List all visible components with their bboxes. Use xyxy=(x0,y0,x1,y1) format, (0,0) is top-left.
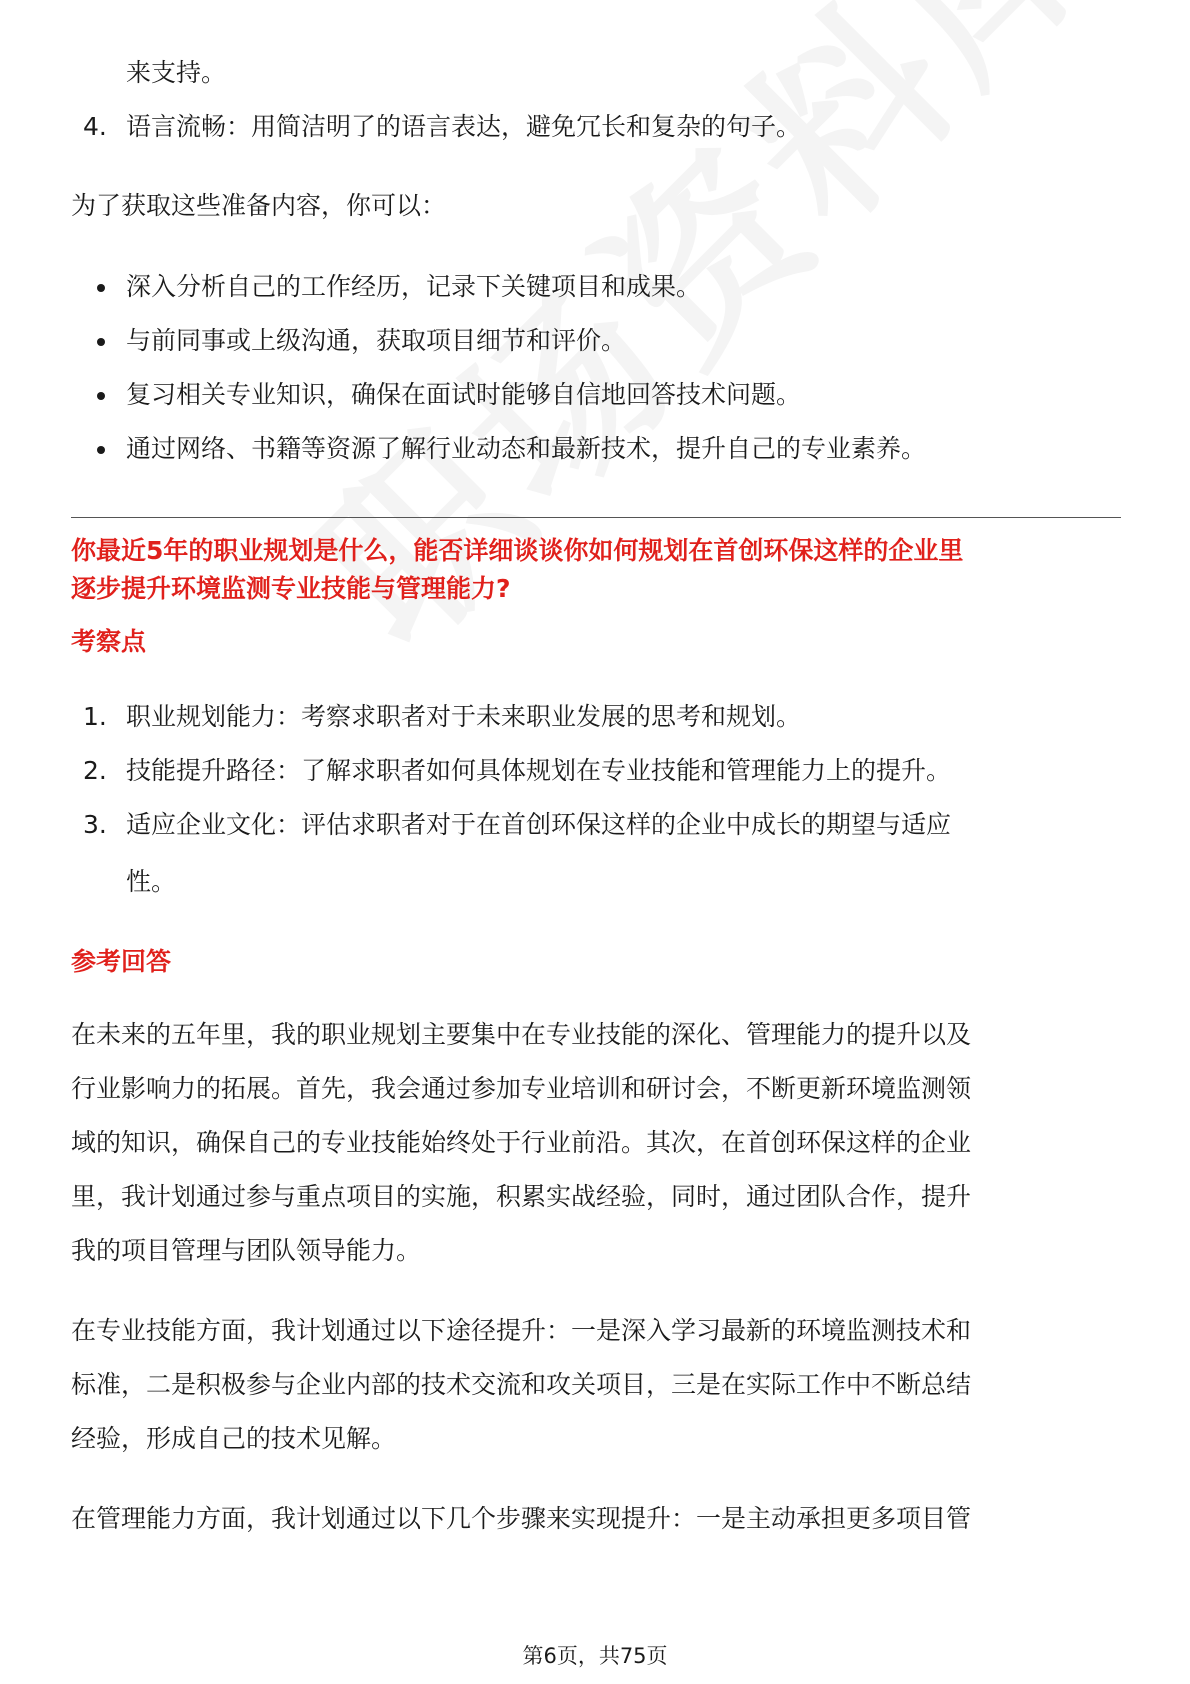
list-continuation: 来支持。 xyxy=(126,58,227,87)
bullet-icon xyxy=(97,284,105,292)
list-item xyxy=(71,742,1121,799)
list-number: 2. xyxy=(83,756,107,785)
assessment-heading: 考察点 xyxy=(71,627,147,656)
prep-bullet-list xyxy=(71,258,1121,477)
list-item-text: 深入分析自己的工作经历，记录下关键项目和成果。 xyxy=(126,272,702,301)
list-item-text: 适应企业文化：评估求职者对于在首创环保这样的企业中成长的期望与适应 xyxy=(126,810,952,839)
prep-intro: 为了获取这些准备内容，你可以： xyxy=(71,191,447,220)
list-item-text-cont: 性。 xyxy=(126,867,177,896)
list-item-text: 与前同事或上级沟通，获取项目细节和评价。 xyxy=(126,326,627,355)
answer-paragraph-1 xyxy=(71,1008,1121,1278)
paragraph-line: 在未来的五年里，我的职业规划主要集中在专业技能的深化、管理能力的提升以及 xyxy=(71,1020,972,1049)
list-item xyxy=(71,312,1121,369)
bullet-icon xyxy=(97,392,105,400)
paragraph-line: 在管理能力方面，我计划通过以下几个步骤来实现提升：一是主动承担更多项目管 xyxy=(71,1504,972,1533)
list-item xyxy=(71,688,1121,745)
answer-paragraph-2 xyxy=(71,1304,1121,1466)
list-item-text: 职业规划能力：考察求职者对于未来职业发展的思考和规划。 xyxy=(126,702,802,731)
list-number: 4. xyxy=(83,112,107,141)
list-item-text: 技能提升路径：了解求职者如何具体规划在专业技能和管理能力上的提升。 xyxy=(126,756,952,785)
bullet-icon xyxy=(97,446,105,454)
paragraph-line: 行业影响力的拓展。首先，我会通过参加专业培训和研讨会，不断更新环境监测领 xyxy=(71,1074,972,1103)
paragraph-line: 我的项目管理与团队领导能力。 xyxy=(71,1236,422,1265)
list-item xyxy=(71,258,1121,315)
paragraph-line: 经验，形成自己的技术见解。 xyxy=(71,1424,397,1453)
list-item-text: 语言流畅：用简洁明了的语言表达，避免冗长和复杂的句子。 xyxy=(126,112,802,141)
list-item xyxy=(71,420,1121,477)
list-item xyxy=(71,366,1121,423)
paragraph-line: 标准，二是积极参与企业内部的技术交流和攻关项目，三是在实际工作中不断总结 xyxy=(71,1370,972,1399)
assessment-list xyxy=(71,688,1121,910)
list-item-4 xyxy=(71,98,1121,155)
paragraph-line: 域的知识，确保自己的专业技能始终处于行业前沿。其次，在首创环保这样的企业 xyxy=(71,1128,972,1157)
list-number: 1. xyxy=(83,702,107,731)
paragraph-line: 里，我计划通过参与重点项目的实施，积累实战经验，同时，通过团队合作，提升 xyxy=(71,1182,972,1211)
section-divider xyxy=(71,517,1121,518)
answer-paragraph-3 xyxy=(71,1492,1121,1546)
bullet-icon xyxy=(97,338,105,346)
page-content xyxy=(71,50,1121,1546)
list-number: 3. xyxy=(83,810,107,839)
page-number-footer: 第6页，共75页 xyxy=(522,1644,668,1668)
answer-heading: 参考回答 xyxy=(71,947,172,976)
question-title-line2: 逐步提升环境监测专业技能与管理能力? xyxy=(71,574,511,603)
list-item xyxy=(71,796,1121,910)
question-title-line1: 你最近5年的职业规划是什么，能否详细谈谈你如何规划在首创环保这样的企业里 xyxy=(71,536,964,565)
paragraph-line: 在专业技能方面，我计划通过以下途径提升：一是深入学习最新的环境监测技术和 xyxy=(71,1316,972,1345)
list-item-text: 复习相关专业知识，确保在面试时能够自信地回答技术问题。 xyxy=(126,380,802,409)
list-item-text: 通过网络、书籍等资源了解行业动态和最新技术，提升自己的专业素养。 xyxy=(126,434,927,463)
